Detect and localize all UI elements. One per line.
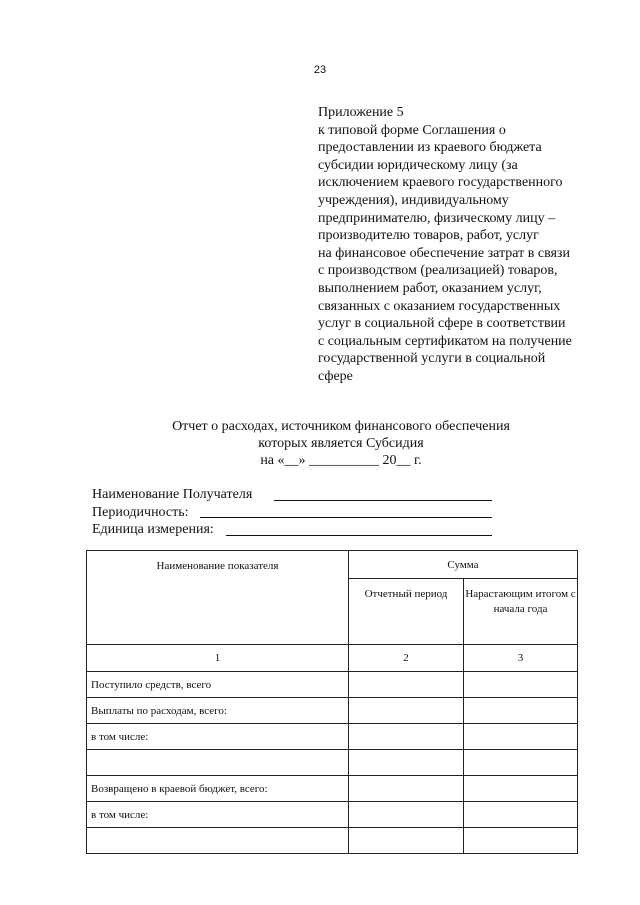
cumulative-cell[interactable] [464,724,578,750]
row-label: Выплаты по расходам, всего: [87,698,349,724]
period-cell[interactable] [349,698,464,724]
report-date-line: на «__» __________ 20__ г. [260,453,422,468]
cumulative-cell[interactable] [464,672,578,698]
cumulative-cell[interactable] [464,776,578,802]
unit-field [92,521,492,539]
cumulative-cell[interactable] [464,802,578,828]
unit-blank-line [226,535,492,536]
appendix-line: к типовой форме Соглашения о [318,122,506,138]
row-label: в том числе: [87,724,349,750]
appendix-line: услуг в социальной сфере в соответствии [318,316,566,332]
appendix-line: с производством (реализацией) товаров, [318,263,558,279]
appendix-line: сфере [318,368,353,384]
column-number: 3 [464,645,578,672]
periodicity-blank-line [200,517,492,518]
appendix-line: государственной услуги в социальной [318,351,546,367]
row-label: Возвращено в краевой бюджет, всего: [87,776,349,802]
header-reporting-period: Отчетный период [349,579,464,645]
appendix-line: Приложение 5 [318,105,404,120]
appendix-line: исключением краевого государственного [318,175,563,191]
appendix-line: субсидии юридическому лицу (за [318,157,518,173]
column-number: 2 [349,645,464,672]
report-table [86,550,578,854]
period-cell[interactable] [349,750,464,776]
column-numbers-row [87,645,578,672]
table-row [87,828,578,854]
table-row [87,698,578,724]
period-cell[interactable] [349,828,464,854]
period-cell[interactable] [349,776,464,802]
cumulative-cell[interactable] [464,750,578,776]
cumulative-cell[interactable] [464,828,578,854]
period-cell[interactable] [349,724,464,750]
report-title [0,418,640,469]
cumulative-cell[interactable] [464,698,578,724]
unit-label: Единица измерения: [92,522,214,537]
appendix-line: выполнением работ, оказанием услуг, [318,280,542,296]
table-row [87,802,578,828]
row-label [87,828,349,854]
table-row [87,750,578,776]
row-label: в том числе: [87,802,349,828]
column-number: 1 [87,645,349,672]
table-header-row [87,551,578,579]
header-indicator: Наименование показателя [87,551,349,645]
header-cumulative: Нарастающим итогом с начала года [464,579,578,645]
period-cell[interactable] [349,802,464,828]
recipient-label: Наименование Получателя [92,487,253,502]
report-title-line1: Отчет о расходах, источником финансового обеспечения [172,419,510,434]
header-sum: Сумма [349,551,578,579]
periodicity-label: Периодичность: [92,504,189,520]
recipient-blank-line [274,500,492,501]
periodicity-field [92,504,492,522]
period-cell[interactable] [349,672,464,698]
appendix-block [318,104,618,386]
report-title-line2: которых является Субсидия [258,436,424,451]
row-label [87,750,349,776]
appendix-line: на финансовое обеспечение затрат в связи [318,245,570,261]
appendix-line: с социальным сертификатом на получение [318,333,572,349]
appendix-line: учреждения), индивидуальному [318,192,509,208]
appendix-line: производителю товаров, работ, услуг [318,228,539,244]
table-row [87,672,578,698]
report-fields [92,486,492,539]
appendix-line: предпринимателю, физическому лицу – [318,210,556,226]
appendix-line: связанных с оказанием государственных [318,298,561,314]
recipient-field [92,486,492,504]
table-row [87,724,578,750]
page-number: 23 [313,64,327,76]
appendix-line: предоставлении из краевого бюджета [318,140,542,156]
table-row [87,776,578,802]
row-label: Поступило средств, всего [87,672,349,698]
